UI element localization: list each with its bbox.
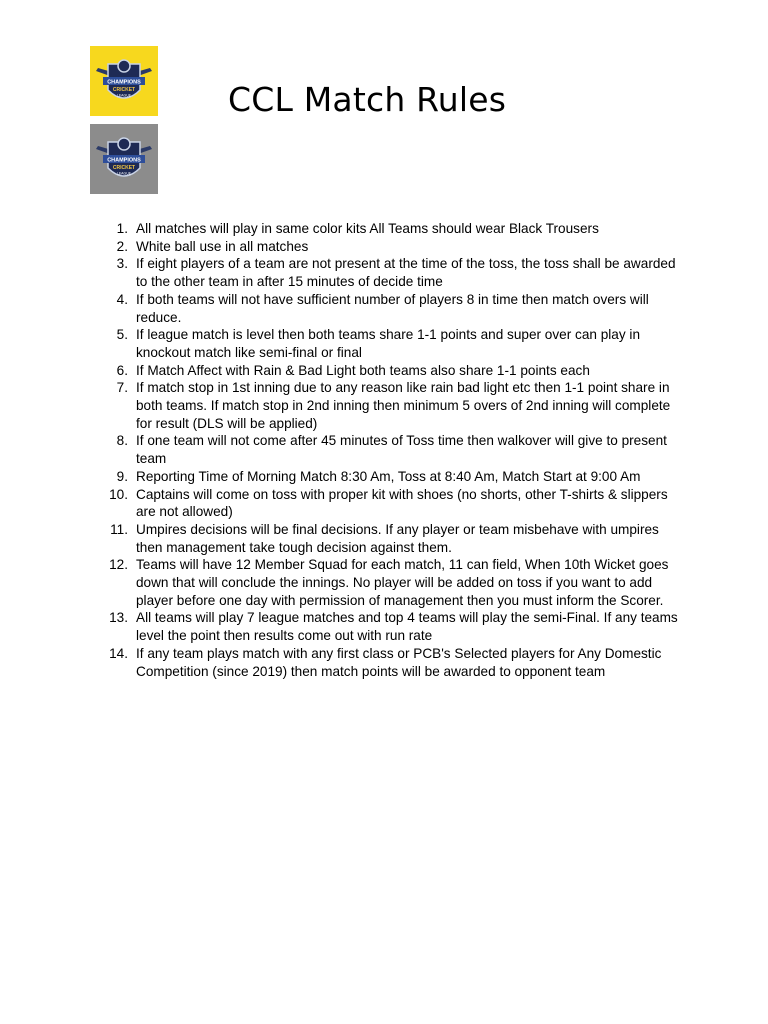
logo-text-line-2: CRICKET (112, 87, 136, 93)
rule-text: Umpires decisions will be final decisions. If any player or team misbehave with umpires then management take tough decision against them. (136, 521, 659, 555)
rule-number: 1. (116, 221, 128, 236)
rule-text: If match stop in 1st inning due to any reason like rain bad light etc then 1-1 point share in both teams. If match stop in 2nd inning then minimum 5 overs of 2nd inning will complete for result (DLS will be applied) (136, 380, 671, 431)
rule-item (116, 362, 681, 380)
rule-number: 3. (116, 256, 128, 272)
rule-item (109, 556, 681, 609)
rule-item (116, 432, 681, 467)
logo-text-line-3: LEAGUE (116, 93, 132, 98)
rule-number: 7. (116, 380, 128, 396)
rule-text: If one team will not come after 45 minutes of Toss time then walkover will give to present team (136, 433, 667, 467)
logo-text-line-2: CRICKET (112, 165, 136, 171)
rules-list (109, 220, 681, 680)
rule-text: If Match Affect with Rain & Bad Light both teams also share 1-1 points each (136, 362, 590, 378)
rule-text: Captains will come on toss with proper kit with shoes (no shorts, other T-shirts & slippers are not allowed) (136, 486, 668, 520)
rule-text: If league match is level then both teams share 1-1 points and super over can play in knockout match like semi-final or final (136, 327, 641, 360)
rule-number: 13. (109, 610, 128, 626)
rule-text: White ball use in all matches (136, 238, 309, 254)
rule-item (116, 220, 681, 238)
logo-text-line-1: CHAMPIONS (107, 79, 141, 86)
rule-text: If both teams will not have sufficient number of players 8 in time then match overs will reduce. (136, 291, 649, 325)
champions-cricket-league-logo (90, 46, 158, 116)
rule-number: 6. (116, 362, 128, 378)
league-logo-yellow (90, 46, 158, 116)
rule-item (116, 468, 681, 486)
rule-item (110, 521, 681, 556)
rule-item (116, 238, 681, 256)
rule-number: 5. (116, 327, 128, 343)
logo-text-line-3: LEAGUE (116, 171, 132, 176)
page-title: CCL Match Rules (228, 80, 507, 119)
rule-number: 9. (116, 468, 128, 484)
rule-number: 12. (109, 557, 128, 573)
rule-number: 8. (116, 433, 128, 449)
rule-number: 4. (116, 291, 128, 307)
rule-text: If any team plays match with any first class or PCB's Selected players for Any Domestic Competition (since 2019) then match points will be awarded to opponent team (136, 645, 662, 679)
rule-text: If eight players of a team are not present at the time of the toss, the toss shall be awarded to the other team in after 15 minutes of decide time (136, 256, 676, 290)
rule-text: All teams will play 7 league matches and top 4 teams will play the semi-Final. If any teams level the point then results come out with run rate (136, 610, 678, 644)
rule-number: 11. (110, 521, 128, 537)
rule-number: 2. (116, 238, 128, 254)
rule-item (116, 326, 681, 361)
rule-item (109, 609, 681, 644)
champions-cricket-league-logo (90, 124, 158, 194)
rule-item (109, 486, 681, 521)
rule-item (116, 255, 681, 290)
rule-item (116, 291, 681, 326)
rule-number: 10. (109, 486, 128, 502)
league-logo-grey (90, 124, 158, 194)
rule-text: Teams will have 12 Member Squad for each match, 11 can field, When 10th Wicket goes down that will conclude the innings. No player will be added on toss if you want to add player before one day with permission of management then you must inform the Scorer. (136, 557, 669, 608)
rule-item (116, 379, 681, 432)
logo-text-line-1: CHAMPIONS (107, 157, 141, 164)
rule-text: Reporting Time of Morning Match 8:30 Am, Toss at 8:40 Am, Match Start at 9:00 Am (136, 468, 641, 484)
rule-item (109, 645, 681, 680)
rule-number: 14. (109, 645, 128, 661)
rule-text: All matches will play in same color kits All Teams should wear Black Trousers (136, 221, 599, 236)
